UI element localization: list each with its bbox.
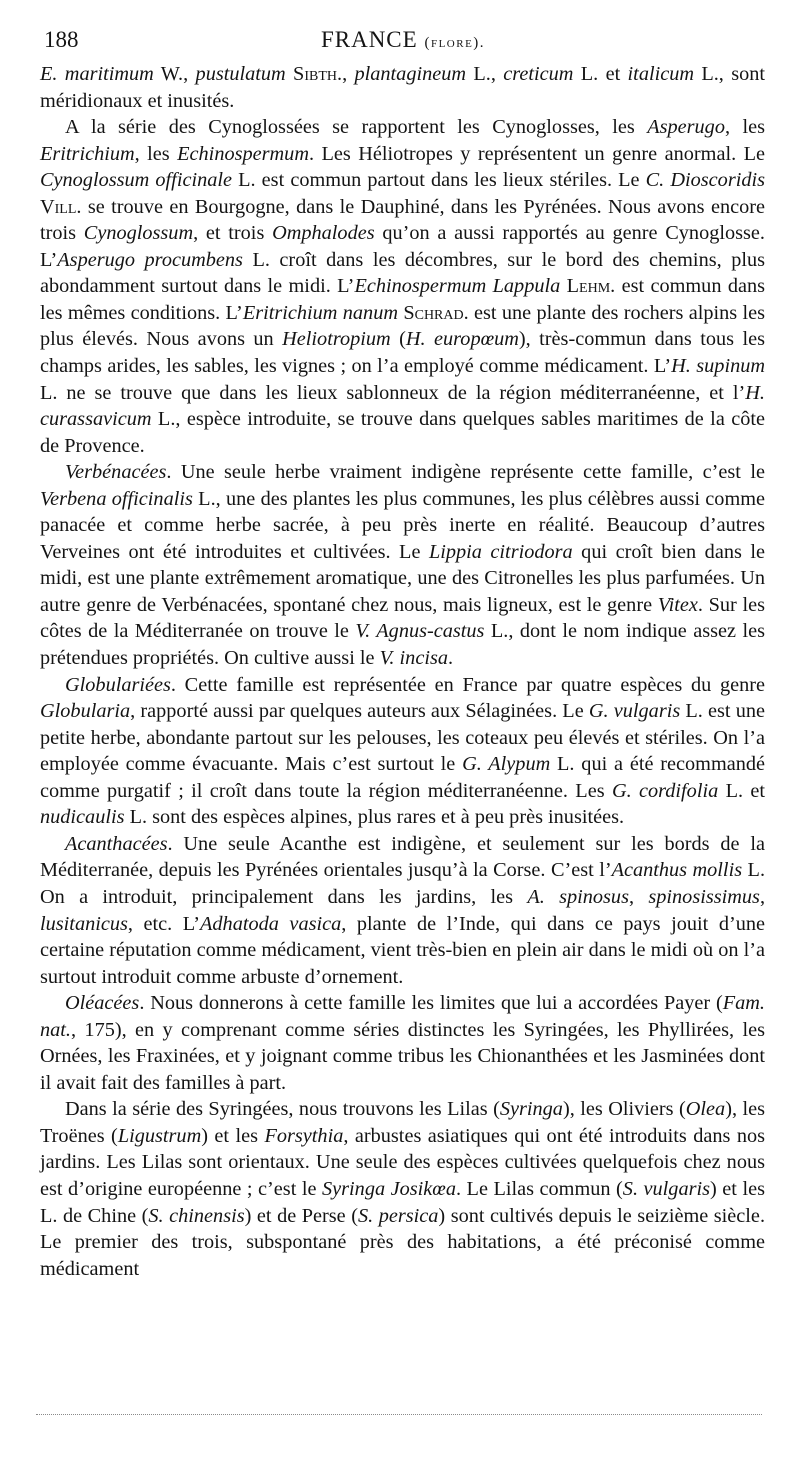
paragraph	[40, 1096, 765, 1282]
italic-run: H. supinum	[671, 355, 766, 378]
small-caps-run: Schrad	[403, 301, 464, 324]
page-number: 188	[44, 27, 79, 52]
text-run: . Nous donnerons à cette famille les limites que lui a accordées Payer (	[139, 992, 723, 1015]
text-run: L., sont méridionaux et inusités.	[40, 63, 766, 112]
italic-run: italicum	[627, 63, 695, 85]
running-title	[44, 20, 762, 63]
italic-run: S. persica	[357, 1204, 439, 1227]
italic-run: G. cordifolia	[611, 779, 719, 802]
italic-run: Heliotropium	[282, 328, 391, 351]
footer-dotted-rule	[36, 1414, 762, 1415]
italic-run: Cynoglossum	[83, 222, 194, 245]
text-run: . Une seule herbe vraiment indigène représente cette famille, c’est le	[166, 461, 765, 484]
paragraph	[40, 672, 765, 831]
text-run: . Cette famille est représentée en France par quatre espèces du genre	[170, 673, 765, 696]
italic-run: S. chinensis	[148, 1204, 245, 1227]
italic-run: C. Dioscoridis	[645, 169, 766, 192]
paragraph	[40, 61, 765, 114]
text-run: .,	[337, 63, 355, 85]
italic-run: plantagineum	[354, 63, 467, 85]
text-run: , plante de l’Inde, qui dans ce pays jouit d’une certaine réputation comme médicament, vient très-bien en plein air dans le midi où on l’a surtout introduit comme arbuste d’ornement.	[40, 912, 765, 988]
text-run: .	[447, 647, 454, 670]
text-run: Dans la série des Syringées, nous trouvons les Lilas (	[65, 1098, 500, 1121]
text-run: ) et de Perse (	[244, 1204, 358, 1227]
paragraph	[40, 114, 765, 459]
paragraph	[40, 459, 765, 671]
text-run: L. sont des espèces alpines, plus rares et à peu près inusitées.	[124, 806, 625, 829]
italic-run: Olea	[685, 1098, 726, 1121]
italic-run: Eritrichium	[40, 142, 135, 165]
text-run: , les	[134, 142, 178, 165]
text-run: L. croît dans les décombres, sur le bord des chemins, plus abondamment surtout dans le midi. L’	[40, 248, 766, 298]
italic-run: Cynoglossum officinale	[40, 169, 233, 192]
text-run: . Les Héliotropes y représentent un genre anormal. Le	[308, 142, 765, 165]
text-run: W.,	[153, 63, 196, 85]
small-caps-run: Lehm	[566, 275, 611, 298]
text-run: (	[390, 328, 406, 351]
small-caps-run: Vill	[40, 195, 77, 218]
running-header	[44, 20, 762, 60]
text-run: ,	[628, 885, 649, 908]
text-run: , les	[724, 116, 765, 139]
text-run: . Une seule Acanthe est indigène, et seulement sur les bords de la Méditerranée, depuis les Pyrénées orientales jusqu’à la Corse. C’est l’	[40, 832, 765, 882]
running-title-main: FRANCE	[320, 27, 418, 52]
italic-run: nudicaulis	[40, 806, 125, 829]
text-run	[286, 63, 293, 85]
text-run: , rapporté aussi par quelques auteurs aux Sélaginées. Le	[130, 700, 589, 723]
italic-run: Globulariées	[65, 673, 171, 696]
italic-run: Adhatoda vasica	[200, 912, 342, 935]
text-run: , etc. L’	[127, 912, 201, 935]
text-run: qu’on a aussi rapportés au genre Cynoglosse. L’	[40, 222, 765, 271]
italic-run: Omphalodes	[272, 222, 375, 245]
text-run: , 175), en y comprenant comme séries distinctes les Syringées, les Phyllirées, les Ornées, les Fraxinées, et y joignant comme tribus les Chionanthées et les Jasminées dont il avait fait des familles à part.	[40, 1018, 765, 1094]
italic-run: V. Agnus-castus	[355, 620, 485, 643]
text-run: qui croît bien dans le midi, est une plante extrêmement aromatique, une des Citronelles les plus parfumées. Un autre genre de Verbénacées, spontané chez nous, mais ligneux, est le genre	[40, 540, 765, 616]
text-run: L. est commun partout dans les lieux stériles. Le	[232, 169, 646, 192]
text-run: ), les Troënes (	[40, 1098, 765, 1147]
italic-run: H. curassavicum	[40, 381, 765, 431]
text-run: , et trois	[193, 222, 273, 245]
italic-run: Oléacées	[65, 992, 140, 1015]
text-run: L., une des plantes les plus communes, les plus célèbres aussi comme panacée et comme herbe sacrée, à peu près inerte en réalité. Beaucoup d’autres Verveines ont été introduites et cultivées. Le	[40, 487, 765, 563]
text-run: ), les Oliviers (	[562, 1098, 686, 1121]
paragraph	[40, 990, 765, 1096]
text-run: . se trouve en Bourgogne, dans le Dauphiné, dans les Pyrénées. Nous avons encore trois	[40, 195, 765, 245]
text-run: . est commun dans les mêmes conditions. L’	[40, 275, 766, 324]
text-run: L.,	[466, 63, 504, 85]
text-run: ) sont cultivés depuis le seizième siècle. Le premier des trois, subspontané près des habitations, a été préconisé comme médicament	[40, 1204, 766, 1280]
text-run: , arbustes asiatiques qui ont été introduits dans nos jardins. Les Lilas sont orientaux. Une seule des espèces cultivées quelquefois chez nous est d’origine européenne ; c’est le	[40, 1124, 765, 1200]
italic-run: Globularia	[40, 700, 131, 723]
italic-run: Verbénacées	[65, 461, 167, 484]
text-run: L. et	[718, 779, 765, 802]
text-run: L. On a introduit, principalement dans les jardins, les	[40, 859, 766, 908]
small-caps-run: Sibth	[293, 63, 337, 85]
text-run: . Le Lilas commun (	[455, 1177, 623, 1200]
text-run: ) et les	[201, 1124, 265, 1147]
italic-run: Asperugo	[647, 116, 725, 139]
italic-run: E. maritimum	[40, 63, 154, 85]
paragraph	[40, 831, 765, 990]
italic-run: Asperugo procumbens	[57, 248, 243, 271]
italic-run: Echinospermum	[177, 142, 309, 165]
italic-run: creticum	[503, 63, 574, 85]
text-run: A la série des Cynoglossées se rapportent les Cynoglosses, les	[65, 116, 648, 139]
italic-run: lusitanicus	[40, 912, 128, 935]
italic-run: Ligustrum	[117, 1124, 202, 1147]
italic-run: Echinospermum Lappula	[354, 275, 561, 298]
italic-run: spinosissimus	[648, 885, 760, 908]
text-run: ) et les L. de Chine (	[40, 1177, 765, 1227]
running-title-sub: (flore).	[424, 35, 486, 51]
text-run: L., espèce introduite, se trouve dans quelques sables maritimes de la côte de Provence.	[40, 408, 765, 457]
italic-run: G. vulgaris	[588, 700, 681, 723]
italic-run: G. Alypum	[462, 753, 551, 776]
body-text	[40, 61, 765, 1282]
text-run: L. et	[573, 63, 628, 85]
text-run: ), très-commun dans tous les champs arides, les sables, les vignes ; on l’a employé comme médicament. L’	[40, 328, 765, 378]
italic-run: S. vulgaris	[622, 1177, 711, 1200]
text-run: ,	[759, 885, 766, 908]
text-run: L. est une petite herbe, abondante partout sur les pelouses, les coteaux peu élevés et stériles. On l’a employée comme évacuante. Mais c’est surtout le	[40, 700, 765, 776]
italic-run: A. spinosus	[527, 885, 629, 908]
text-run: . Sur les côtes de la Méditerranée on trouve le	[40, 593, 765, 643]
italic-run: Lippia citriodora	[428, 540, 573, 563]
italic-run: Acanthacées	[65, 832, 168, 855]
italic-run: Verbena officinalis	[40, 487, 193, 510]
italic-run: Acanthus mollis	[611, 859, 743, 882]
italic-run: H. europœum	[405, 328, 519, 351]
italic-run: Fam. nat.	[40, 992, 765, 1041]
italic-run: Eritrichium nanum	[242, 301, 398, 324]
text-run: L. qui a été recommandé comme purgatif ; il croît dans toute la région méditerranéenne. Les	[40, 753, 766, 802]
italic-run: Vitex	[657, 593, 698, 616]
text-run: L., dont le nom indique assez les prétendues propriétés. On cultive aussi le	[40, 620, 765, 670]
text-run: . est une plante des rochers alpins les plus élevés. Nous avons un	[40, 301, 766, 351]
italic-run: Syringa Josikœa	[322, 1177, 456, 1200]
italic-run: Forsythia	[264, 1124, 344, 1147]
text-run: L. ne se trouve que dans les lieux sablonneux de la région méditerranéenne, et l’	[40, 381, 746, 404]
italic-run: Syringa	[499, 1098, 563, 1121]
italic-run: V. incisa	[379, 647, 448, 670]
italic-run: pustulatum	[195, 63, 286, 85]
